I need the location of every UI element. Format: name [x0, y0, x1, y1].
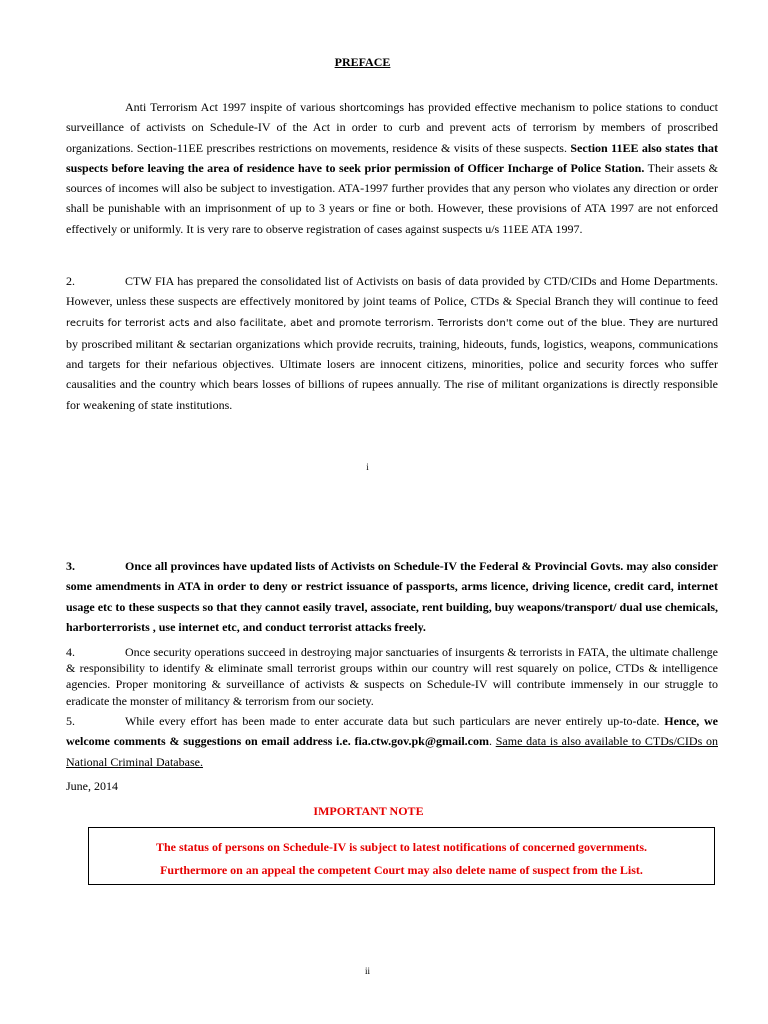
- important-note-line-1: The status of persons on Schedule-IV is subject to latest notifications of concerned governments.: [155, 840, 648, 854]
- paragraph-5-text-a: While every effort has been made to enter accurate data but such particulars are never entirely up-to-date.: [125, 714, 665, 728]
- page-title: PREFACE: [334, 55, 391, 69]
- paragraph-4-text: Once security operations succeed in destroying major sanctuaries of insurgents & terrorists in FATA, the ultimate challenge & responsibility to identify & eliminate small terrorist groups within our country will rest squarely on police, CTDs & intelligence agencies. Proper monitoring & surveillance of activists & suspects on Schedule-IV will contribute immensely in our struggle to eradicate the monster of militancy & terrorism from our society.: [66, 645, 718, 708]
- paragraph-3-text: Once all provinces have updated lists of Activists on Schedule-IV the Federal & Provincial Govts. may also consider some amendments in ATA in order to deny or restrict issuance of passports, arms licence, driving licence, credit card, internet usage etc to these suspects so that they cannot easily travel, associate, rent building, buy weapons/transport/ dual use chemicals, harborterrorists , use internet etc, and conduct terrorist attacks freely.: [66, 559, 718, 634]
- paragraph-2-text-c: nurtured by proscribed militant & sectarian organizations which provide recruits, training, hideouts, funds, logistics, weapons, communications and targets for their nefarious objectives. Ultimate losers are innocent citizens, minorities, police and security forces who suffer causalities and the country which bears losses of billions of rupees annually. The rise of militant organizations is directly responsible for weakening of state institutions.: [66, 314, 718, 412]
- paragraph-2: [66, 271, 718, 415]
- important-note-line-2: Furthermore on an appeal the competent Court may also delete name of suspect from the List.: [160, 863, 643, 877]
- paragraph-1-bold: Section 11EE also states that suspects before leaving the area of residence have to seek prior permission of Officer Incharge of Police Station.: [66, 140, 718, 175]
- paragraph-5-bold-email: Hence, we welcome comments & suggestions on email address i.e. fia.ctw.gov.pk@gmail.com: [66, 714, 719, 749]
- paragraph-5-text-c: .: [488, 734, 496, 749]
- page-number-i: i: [366, 462, 369, 472]
- paragraph-3: [66, 556, 718, 637]
- paragraph-2-number: 2.: [66, 274, 75, 288]
- important-note-box: [88, 827, 715, 885]
- paragraph-1-text-a: Anti Terrorism Act 1997 inspite of various shortcomings has provided effective mechanism to police stations to conduct surveillance of activists on Schedule-IV of the Act in order to curb and prevent acts of terrorism by members of proscribed organizations. Section-11EE prescribes restrictions on movements, residence & visits of these suspects.: [66, 100, 718, 155]
- page-number-ii: ii: [364, 966, 370, 976]
- paragraph-4: [66, 644, 718, 709]
- date-line: June, 2014: [66, 779, 118, 793]
- paragraph-1-text-c: Their assets & sources of incomes will also be subject to investigation. ATA-1997 further provides that any person who violates any direction or order shall be punishable with an imprisonment of up to 3 years or fine or both. However, these provisions of ATA 1997 are not enforced effectively or uniformly. It is very rare to observe registration of cases against suspects u/s 11EE ATA 1997.: [66, 160, 718, 236]
- paragraph-3-number: 3.: [66, 559, 75, 573]
- paragraph-5-number: 5.: [66, 714, 75, 728]
- paragraph-2-sans-text: recruits for terrorist acts and also facilitate, abet and promote terrorism. Terrorists don't come out of the blue. They are: [66, 317, 674, 329]
- paragraph-5-underlined: Same data is also available to CTDs/CIDs on National Criminal Database.: [66, 734, 718, 769]
- paragraph-1: [66, 97, 718, 239]
- paragraph-2-text-a: CTW FIA has prepared the consolidated list of Activists on basis of data provided by CTD/CIDs and Home Departments. However, unless these suspects are effectively monitored by joint teams of Police, CTDs & Special Branch they will continue to feed: [66, 274, 718, 309]
- paragraph-4-number: 4.: [66, 645, 75, 659]
- important-note-title: IMPORTANT NOTE: [313, 804, 424, 818]
- paragraph-5: [66, 711, 718, 772]
